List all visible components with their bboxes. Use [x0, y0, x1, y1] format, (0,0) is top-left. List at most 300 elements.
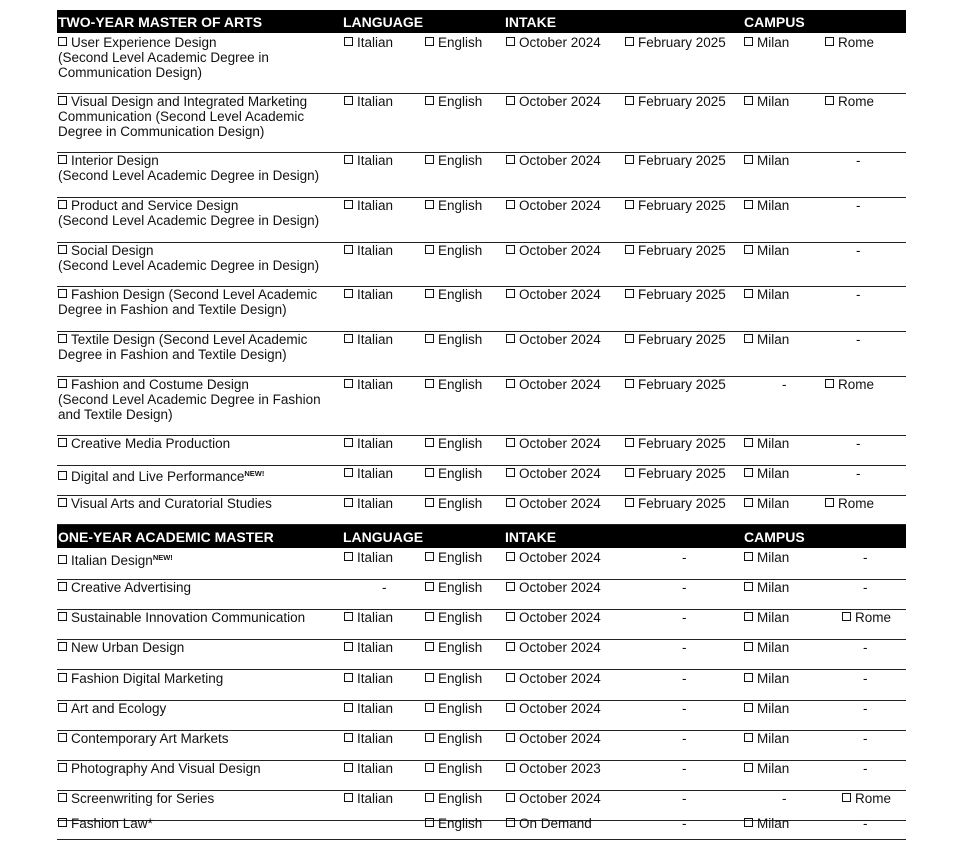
campus-milan-na: - — [782, 791, 787, 806]
checkbox-icon[interactable] — [506, 468, 515, 477]
intake-second-na: - — [682, 671, 687, 686]
program-name[interactable] — [58, 153, 338, 183]
checkbox-icon[interactable] — [506, 733, 515, 742]
language-italian[interactable] — [344, 153, 393, 168]
intake-second-na: - — [682, 640, 687, 655]
checkbox-icon[interactable] — [58, 763, 67, 772]
intake-second-na: - — [682, 610, 687, 625]
checkbox-icon[interactable] — [425, 703, 434, 712]
language-italian[interactable] — [344, 610, 393, 625]
intake-first[interactable] — [506, 731, 601, 746]
checkbox-icon[interactable] — [425, 673, 434, 682]
intake-first[interactable] — [506, 436, 601, 451]
intake-second[interactable] — [625, 466, 726, 481]
language-english[interactable] — [425, 731, 482, 746]
language-italian[interactable] — [344, 550, 393, 565]
program-title: Social Design — [71, 243, 154, 258]
campus-rome[interactable] — [825, 496, 874, 511]
checkbox-icon[interactable] — [425, 468, 434, 477]
campus-rome-label: Rome — [838, 377, 875, 392]
checkbox-icon[interactable] — [344, 289, 353, 298]
intake-first[interactable] — [506, 377, 601, 392]
checkbox-icon[interactable] — [344, 733, 353, 742]
campus-rome-label: Rome — [855, 791, 892, 806]
program-name[interactable] — [58, 550, 338, 568]
campus-milan[interactable] — [744, 671, 789, 686]
intake-first-label: October 2024 — [519, 731, 601, 746]
campus-rome-na: - — [856, 198, 861, 213]
program-title: Contemporary Art Markets — [71, 731, 229, 746]
checkbox-icon[interactable] — [344, 200, 353, 209]
checkbox-icon[interactable] — [425, 200, 434, 209]
language-italian[interactable] — [344, 791, 393, 806]
campus-rome[interactable] — [842, 791, 891, 806]
language-english[interactable] — [425, 496, 482, 511]
checkbox-icon[interactable] — [344, 703, 353, 712]
intake-second-na: - — [682, 761, 687, 776]
checkbox-icon[interactable] — [825, 498, 834, 507]
language-italian[interactable] — [344, 466, 393, 481]
language-english[interactable] — [425, 580, 482, 595]
language-english[interactable] — [425, 243, 482, 258]
intake-first[interactable] — [506, 761, 601, 776]
campus-milan[interactable] — [744, 496, 789, 511]
intake-second[interactable] — [625, 332, 726, 347]
program-title: Sustainable Innovation Communication — [71, 610, 306, 625]
program-row — [57, 286, 906, 332]
program-degree: (Second Level Academic Degree in Design) — [58, 258, 320, 273]
campus-milan-label: Milan — [757, 640, 790, 655]
language-italian[interactable] — [344, 377, 393, 392]
language-english[interactable] — [425, 198, 482, 213]
intake-second-label: February 2025 — [638, 496, 726, 511]
intake-second[interactable] — [625, 496, 726, 511]
checkbox-icon[interactable] — [744, 96, 753, 105]
campus-milan-label: Milan — [757, 761, 790, 776]
intake-second[interactable] — [625, 35, 726, 50]
checkbox-icon[interactable] — [625, 96, 634, 105]
checkbox-icon[interactable] — [58, 37, 67, 46]
checkbox-icon[interactable] — [506, 155, 515, 164]
language-italian[interactable] — [344, 198, 393, 213]
checkbox-icon[interactable] — [425, 96, 434, 105]
program-name[interactable] — [58, 198, 338, 228]
program-name[interactable] — [58, 671, 338, 686]
campus-milan[interactable] — [744, 580, 789, 595]
checkbox-icon[interactable] — [506, 552, 515, 561]
language-italian[interactable] — [344, 640, 393, 655]
checkbox-icon[interactable] — [58, 733, 67, 742]
checkbox-icon[interactable] — [425, 498, 434, 507]
language-english[interactable] — [425, 94, 482, 109]
campus-rome-na: - — [863, 671, 868, 686]
checkbox-icon[interactable] — [744, 763, 753, 772]
intake-first[interactable] — [506, 610, 601, 625]
checkbox-icon[interactable] — [58, 818, 67, 827]
program-row — [57, 670, 906, 701]
checkbox-icon[interactable] — [744, 733, 753, 742]
checkbox-icon[interactable] — [625, 245, 634, 254]
language-english[interactable] — [425, 761, 482, 776]
checkbox-icon[interactable] — [842, 612, 851, 621]
intake-first[interactable] — [506, 287, 601, 302]
campus-milan[interactable] — [744, 243, 789, 258]
intake-first-label: On Demand — [519, 816, 592, 831]
checkbox-icon[interactable] — [744, 552, 753, 561]
intake-second[interactable] — [625, 94, 726, 109]
checkbox-icon[interactable] — [344, 245, 353, 254]
language-italian[interactable] — [344, 671, 393, 686]
language-italian-na: - — [382, 580, 387, 595]
campus-rome-na: - — [863, 731, 868, 746]
intake-second-label: February 2025 — [638, 332, 726, 347]
intake-first[interactable] — [506, 94, 601, 109]
checkbox-icon[interactable] — [744, 37, 753, 46]
program-name[interactable] — [58, 496, 338, 511]
checkbox-icon[interactable] — [506, 37, 515, 46]
checkbox-icon[interactable] — [506, 334, 515, 343]
campus-milan[interactable] — [744, 610, 789, 625]
checkbox-icon[interactable] — [58, 498, 67, 507]
checkbox-icon[interactable] — [842, 793, 851, 802]
checkbox-icon[interactable] — [344, 96, 353, 105]
intake-second[interactable] — [625, 198, 726, 213]
language-italian-label: Italian — [357, 332, 394, 347]
intake-first[interactable] — [506, 243, 601, 258]
program-name[interactable] — [58, 332, 338, 362]
program-name[interactable] — [58, 466, 338, 484]
intake-second[interactable] — [625, 287, 726, 302]
language-english-label: English — [438, 550, 483, 565]
campus-rome[interactable] — [825, 377, 874, 392]
checkbox-icon[interactable] — [625, 334, 634, 343]
checkbox-icon[interactable] — [506, 673, 515, 682]
checkbox-icon[interactable] — [425, 582, 434, 591]
campus-milan-label: Milan — [757, 35, 790, 50]
intake-first[interactable] — [506, 550, 601, 565]
checkbox-icon[interactable] — [344, 612, 353, 621]
checkbox-icon[interactable] — [506, 379, 515, 388]
checkbox-icon[interactable] — [344, 552, 353, 561]
checkbox-icon[interactable] — [58, 155, 67, 164]
language-italian[interactable] — [344, 731, 393, 746]
language-english-label: English — [438, 610, 483, 625]
checkbox-icon[interactable] — [744, 438, 753, 447]
program-name[interactable] — [58, 243, 338, 273]
checkbox-icon[interactable] — [425, 642, 434, 651]
language-english[interactable] — [425, 816, 482, 831]
checkbox-icon[interactable] — [344, 793, 353, 802]
language-english-label: English — [438, 791, 483, 806]
checkbox-icon[interactable] — [744, 498, 753, 507]
intake-second-label: February 2025 — [638, 436, 726, 451]
language-italian-label: Italian — [357, 243, 394, 258]
checkbox-icon[interactable] — [425, 379, 434, 388]
intake-first[interactable] — [506, 496, 601, 511]
language-italian[interactable] — [344, 94, 393, 109]
checkbox-icon[interactable] — [625, 379, 634, 388]
program-name[interactable] — [58, 791, 338, 806]
campus-milan-label: Milan — [757, 94, 790, 109]
checkbox-icon[interactable] — [744, 582, 753, 591]
intake-second[interactable] — [625, 153, 726, 168]
checkbox-icon[interactable] — [825, 379, 834, 388]
header-campus: CAMPUS — [744, 14, 805, 30]
program-title: Creative Advertising — [71, 580, 192, 595]
intake-second[interactable] — [625, 243, 726, 258]
language-english[interactable] — [425, 640, 482, 655]
checkbox-icon[interactable] — [744, 155, 753, 164]
checkbox-icon[interactable] — [58, 703, 67, 712]
checkbox-icon[interactable] — [58, 379, 67, 388]
checkbox-icon[interactable] — [625, 498, 634, 507]
campus-milan[interactable] — [744, 550, 789, 565]
language-italian[interactable] — [344, 496, 393, 511]
language-italian[interactable] — [344, 701, 393, 716]
intake-first[interactable] — [506, 580, 601, 595]
campus-rome-na: - — [863, 580, 868, 595]
checkbox-icon[interactable] — [744, 200, 753, 209]
checkbox-icon[interactable] — [344, 468, 353, 477]
campus-milan-label: Milan — [757, 731, 790, 746]
checkbox-icon[interactable] — [344, 763, 353, 772]
checkbox-icon[interactable] — [425, 552, 434, 561]
program-row — [57, 730, 906, 761]
checkbox-icon[interactable] — [344, 155, 353, 164]
intake-first[interactable] — [506, 701, 601, 716]
checkbox-icon[interactable] — [506, 642, 515, 651]
language-english[interactable] — [425, 287, 482, 302]
checkbox-icon[interactable] — [625, 289, 634, 298]
intake-first[interactable] — [506, 640, 601, 655]
checkbox-icon[interactable] — [344, 37, 353, 46]
program-name[interactable] — [58, 701, 338, 716]
checkbox-icon[interactable] — [425, 818, 434, 827]
language-italian-label: Italian — [357, 496, 394, 511]
checkbox-icon[interactable] — [425, 334, 434, 343]
checkbox-icon[interactable] — [58, 438, 67, 447]
language-english-label: English — [438, 466, 483, 481]
intake-first[interactable] — [506, 35, 601, 50]
checkbox-icon[interactable] — [344, 438, 353, 447]
campus-milan[interactable] — [744, 731, 789, 746]
campus-rome[interactable] — [825, 35, 874, 50]
header-intake: INTAKE — [505, 14, 557, 30]
campus-milan-label: Milan — [757, 816, 790, 831]
program-title: New Urban Design — [71, 640, 185, 655]
checkbox-icon[interactable] — [825, 96, 834, 105]
checkbox-icon[interactable] — [506, 200, 515, 209]
checkbox-icon[interactable] — [744, 703, 753, 712]
intake-first[interactable] — [506, 466, 601, 481]
intake-first-label: October 2024 — [519, 198, 601, 213]
language-italian-label: Italian — [357, 701, 394, 716]
program-row — [57, 435, 906, 466]
language-italian[interactable] — [344, 35, 393, 50]
campus-milan-label: Milan — [757, 550, 790, 565]
language-english[interactable] — [425, 466, 482, 481]
checkbox-icon[interactable] — [625, 468, 634, 477]
intake-first[interactable] — [506, 198, 601, 213]
intake-first[interactable] — [506, 671, 601, 686]
checkbox-icon[interactable] — [506, 763, 515, 772]
language-english[interactable] — [425, 671, 482, 686]
intake-second-label: February 2025 — [638, 377, 726, 392]
program-name[interactable] — [58, 640, 338, 655]
checkbox-icon[interactable] — [58, 96, 67, 105]
checkbox-icon[interactable] — [506, 245, 515, 254]
checkbox-icon[interactable] — [58, 471, 67, 480]
campus-milan[interactable] — [744, 436, 789, 451]
campus-milan-na: - — [782, 377, 787, 392]
language-italian[interactable] — [344, 436, 393, 451]
language-english[interactable] — [425, 550, 482, 565]
language-english[interactable] — [425, 436, 482, 451]
program-title: Visual Design and Integrated Marketing Communication (Second Level Academic Degree in Communication Design) — [58, 94, 308, 139]
language-italian-label: Italian — [357, 640, 394, 655]
checkbox-icon[interactable] — [506, 438, 515, 447]
checkbox-icon[interactable] — [425, 155, 434, 164]
checkbox-icon[interactable] — [744, 334, 753, 343]
checkbox-icon[interactable] — [344, 498, 353, 507]
campus-rome[interactable] — [842, 610, 891, 625]
checkbox-icon[interactable] — [506, 498, 515, 507]
language-english[interactable] — [425, 35, 482, 50]
intake-second[interactable] — [625, 377, 726, 392]
checkbox-icon[interactable] — [425, 733, 434, 742]
checkbox-icon[interactable] — [425, 37, 434, 46]
campus-milan[interactable] — [744, 35, 789, 50]
campus-milan[interactable] — [744, 153, 789, 168]
checkbox-icon[interactable] — [58, 582, 67, 591]
checkbox-icon[interactable] — [506, 818, 515, 827]
intake-first[interactable] — [506, 816, 592, 831]
checkbox-icon[interactable] — [344, 673, 353, 682]
checkbox-icon[interactable] — [58, 793, 67, 802]
program-name[interactable] — [58, 816, 338, 831]
checkbox-icon[interactable] — [425, 763, 434, 772]
checkbox-icon[interactable] — [506, 96, 515, 105]
campus-rome[interactable] — [825, 94, 874, 109]
checkbox-icon[interactable] — [58, 245, 67, 254]
language-english[interactable] — [425, 332, 482, 347]
checkbox-icon[interactable] — [425, 438, 434, 447]
checkbox-icon[interactable] — [744, 289, 753, 298]
checkbox-icon[interactable] — [58, 555, 67, 564]
checkbox-icon[interactable] — [506, 703, 515, 712]
checkbox-icon[interactable] — [506, 793, 515, 802]
program-title: Fashion Law* — [71, 816, 153, 831]
campus-milan-label: Milan — [757, 287, 790, 302]
checkbox-icon[interactable] — [58, 612, 67, 621]
checkbox-icon[interactable] — [425, 289, 434, 298]
checkbox-icon[interactable] — [744, 673, 753, 682]
intake-first[interactable] — [506, 332, 601, 347]
checkbox-icon[interactable] — [625, 155, 634, 164]
campus-milan[interactable] — [744, 332, 789, 347]
checkbox-icon[interactable] — [425, 793, 434, 802]
language-italian[interactable] — [344, 761, 393, 776]
program-name[interactable] — [58, 436, 338, 451]
checkbox-icon[interactable] — [625, 438, 634, 447]
checkbox-icon[interactable] — [744, 612, 753, 621]
checkbox-icon[interactable] — [344, 379, 353, 388]
language-english[interactable] — [425, 377, 482, 392]
checkbox-icon[interactable] — [825, 37, 834, 46]
language-italian[interactable] — [344, 332, 393, 347]
checkbox-icon[interactable] — [744, 468, 753, 477]
intake-first-label: October 2024 — [519, 701, 601, 716]
checkbox-icon[interactable] — [744, 245, 753, 254]
checkbox-icon[interactable] — [58, 334, 67, 343]
campus-milan[interactable] — [744, 466, 789, 481]
program-name[interactable] — [58, 377, 338, 422]
language-italian[interactable] — [344, 243, 393, 258]
campus-rome-na: - — [863, 816, 868, 831]
campus-milan[interactable] — [744, 816, 789, 831]
language-italian[interactable] — [344, 287, 393, 302]
campus-rome-na: - — [856, 243, 861, 258]
checkbox-icon[interactable] — [344, 334, 353, 343]
program-name[interactable] — [58, 94, 338, 139]
checkbox-icon[interactable] — [58, 289, 67, 298]
intake-first-label: October 2024 — [519, 610, 601, 625]
checkbox-icon[interactable] — [344, 642, 353, 651]
checkbox-icon[interactable] — [425, 245, 434, 254]
campus-rome-label: Rome — [838, 35, 875, 50]
checkbox-icon[interactable] — [506, 612, 515, 621]
language-english-label: English — [438, 287, 483, 302]
intake-second-na: - — [682, 791, 687, 806]
checkbox-icon[interactable] — [506, 289, 515, 298]
checkbox-icon[interactable] — [506, 582, 515, 591]
intake-first-label: October 2024 — [519, 671, 601, 686]
program-name[interactable] — [58, 287, 338, 317]
checkbox-icon[interactable] — [58, 673, 67, 682]
language-english-label: English — [438, 35, 483, 50]
campus-milan[interactable] — [744, 761, 789, 776]
campus-milan[interactable] — [744, 198, 789, 213]
program-name[interactable] — [58, 610, 338, 625]
checkbox-icon[interactable] — [625, 200, 634, 209]
intake-second[interactable] — [625, 436, 726, 451]
checkbox-icon[interactable] — [58, 642, 67, 651]
checkbox-icon[interactable] — [744, 642, 753, 651]
campus-milan[interactable] — [744, 640, 789, 655]
language-english[interactable] — [425, 701, 482, 716]
program-title: Fashion Digital Marketing — [71, 671, 224, 686]
checkbox-icon[interactable] — [744, 818, 753, 827]
campus-milan[interactable] — [744, 94, 789, 109]
campus-milan[interactable] — [744, 701, 789, 716]
program-name[interactable] — [58, 35, 338, 80]
program-name[interactable] — [58, 761, 338, 776]
intake-first[interactable] — [506, 153, 601, 168]
program-name[interactable] — [58, 731, 338, 746]
checkbox-icon[interactable] — [58, 200, 67, 209]
campus-rome-label: Rome — [838, 496, 875, 511]
checkbox-icon[interactable] — [425, 612, 434, 621]
checkbox-icon[interactable] — [625, 37, 634, 46]
language-english[interactable] — [425, 153, 482, 168]
program-name[interactable] — [58, 580, 338, 595]
intake-first-label: October 2024 — [519, 377, 601, 392]
new-badge: NEW! — [244, 469, 265, 478]
intake-first[interactable] — [506, 791, 601, 806]
language-english[interactable] — [425, 610, 482, 625]
language-english[interactable] — [425, 791, 482, 806]
campus-milan[interactable] — [744, 287, 789, 302]
